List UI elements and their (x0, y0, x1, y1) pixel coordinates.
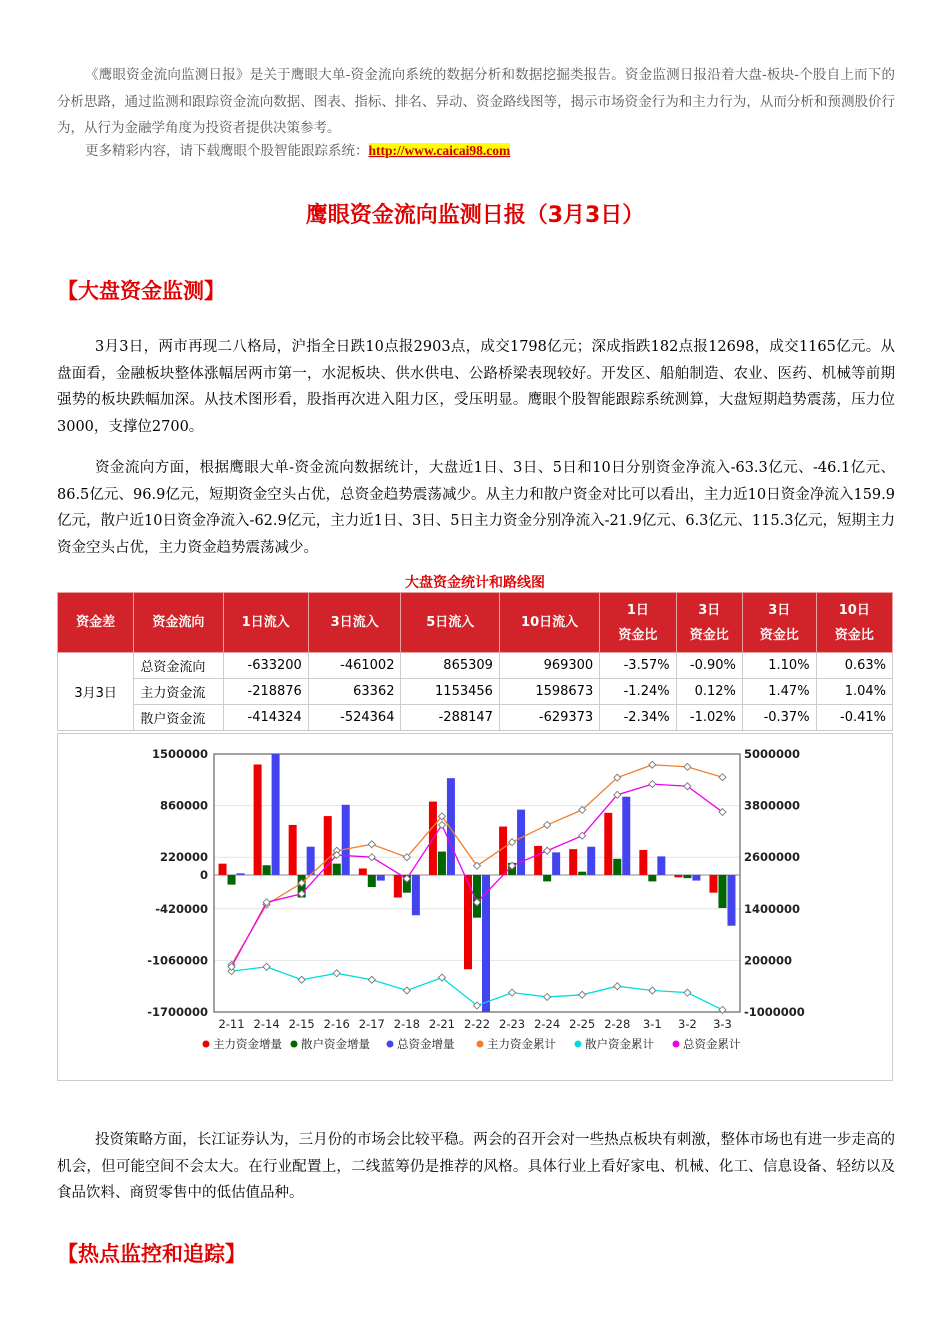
series-point (544, 993, 551, 1000)
report-title: 鹰眼资金流向监测日报（3月3日） (305, 203, 645, 228)
table-cell: 1.04% (816, 679, 892, 705)
bar-retail (578, 872, 586, 875)
bar-total (657, 856, 665, 875)
series-point (649, 761, 656, 768)
bar-total (342, 805, 350, 875)
bar-main (534, 846, 542, 875)
table-cell: -1.24% (600, 679, 676, 705)
table-header-row (58, 593, 893, 653)
legend-label: 散户资金增量 (301, 1037, 370, 1051)
bar-total (447, 778, 455, 875)
table-row (58, 653, 893, 679)
right-tick-label: 2600000 (744, 850, 801, 865)
series-point (368, 976, 375, 983)
x-tick-label: 2-25 (569, 1017, 596, 1031)
bar-retail (543, 875, 551, 881)
table-cell: -0.90% (676, 653, 742, 679)
left-tick-label: -1060000 (147, 953, 208, 968)
header-cell: 资金差 (58, 593, 134, 653)
bar-main (254, 764, 262, 874)
table-cell: 主力资金流 (134, 679, 223, 705)
table-cell: -218876 (223, 679, 308, 705)
bar-main (289, 825, 297, 875)
x-tick-label: 2-22 (463, 1017, 491, 1031)
bar-retail (438, 852, 446, 875)
x-tick-label: 2-14 (253, 1017, 280, 1031)
header-cell: 1日 资金比 (600, 593, 676, 653)
table-cell: 865309 (401, 653, 499, 679)
table-cell: -3.57% (600, 653, 676, 679)
x-tick-label: 2-24 (534, 1017, 561, 1031)
bar-main (674, 875, 682, 877)
table-cell: -1.02% (676, 705, 742, 731)
right-tick-label: 1400000 (744, 901, 801, 916)
header-cell: 10日 资金比 (816, 593, 892, 653)
header-cell: 资金流向 (134, 593, 223, 653)
series-point (368, 841, 375, 848)
bar-total (237, 873, 245, 875)
table-cell: 0.12% (676, 679, 742, 705)
left-tick-label: -420000 (155, 901, 208, 916)
bar-retail (613, 859, 621, 875)
table-cell: 969300 (499, 653, 599, 679)
series-point (614, 983, 621, 990)
intro-paragraph: 《鹰眼资金流向监测日报》是关于鹰眼大单-资金流向系统的数据分析和数据挖掘类报告。资金监测日报沿着大盘-板块-个股自上而下的分析思路，通过监测和跟踪资金流向数据、图表、指标、排名、异动、资金路线图等，揭示市场资金行为和主力行为，从而分析和预测股价行为，从行为金融学角度为投资者提供决策参考。 (57, 67, 895, 136)
legend-label: 主力资金累计 (487, 1037, 556, 1051)
series-point (579, 991, 586, 998)
header-cell: 3日 资金比 (676, 593, 742, 653)
right-tick-label: 200000 (744, 953, 793, 968)
bar-total (272, 754, 280, 875)
table-cell: 63362 (308, 679, 401, 705)
table-cell: -461002 (308, 653, 401, 679)
download-note (85, 139, 510, 159)
bar-retail (333, 864, 341, 875)
series-point (368, 854, 375, 861)
table-cell: -414324 (223, 705, 308, 731)
bar-total (552, 852, 560, 875)
left-tick-label: 1500000 (151, 747, 208, 761)
table-cell: -288147 (401, 705, 499, 731)
series-point (509, 839, 516, 846)
table-cell: 1153456 (401, 679, 499, 705)
series-point (403, 987, 410, 994)
x-tick-label: 2-18 (393, 1017, 420, 1031)
bar-retail (368, 875, 376, 887)
bar-main (604, 813, 612, 875)
table-cell: -524364 (308, 705, 401, 731)
header-cell: 3日流入 (308, 593, 401, 653)
download-link[interactable]: http://www.caicai98.com (368, 143, 511, 158)
header-cell: 5日流入 (401, 593, 499, 653)
chart-svg (58, 734, 892, 1080)
market-summary-paragraph: 3月3日，两市再现二八格局，沪指全日跌10点报2903点，成交1798亿元；深成指跌182点报12698，成交1165亿元。从盘面看，金融板块整体涨幅居两市第一，水泥板块、供水供电、公路桥梁表现较好。开发区、船舶制造、农业、医药、机械等前期强势的板块跌幅加深。从技术图形看，股指再次进入阻力区，受压明显。鹰眼个股智能跟踪系统测算，大盘短期趋势震荡，压力位3000，支撑位2700。 (57, 339, 895, 435)
bar-main (639, 850, 647, 875)
bar-retail (263, 865, 271, 875)
table-cell: 总资金流向 (134, 653, 223, 679)
series-point (649, 781, 656, 788)
left-tick-label: 860000 (159, 798, 208, 813)
series-point (509, 989, 516, 996)
series-point (544, 847, 551, 854)
bar-total (587, 847, 595, 875)
table-cell: -0.37% (742, 705, 816, 731)
fund-flow-table (57, 592, 893, 731)
bar-main (324, 816, 332, 875)
bar-total (727, 875, 735, 926)
bar-main (394, 875, 402, 898)
chart-caption: 大盘资金统计和路线图 (405, 575, 545, 591)
legend-marker (387, 1041, 394, 1048)
series-point (684, 989, 691, 996)
table-cell: -0.41% (816, 705, 892, 731)
x-tick-label: 2-21 (428, 1017, 455, 1031)
bar-main (359, 868, 367, 874)
download-text: 更多精彩内容，请下载鹰眼个股智能跟踪系统： (85, 143, 369, 159)
legend-label: 主力资金增量 (213, 1037, 282, 1051)
x-tick-label: 3-1 (642, 1017, 662, 1031)
legend-marker (477, 1041, 484, 1048)
table-cell: 散户资金流 (134, 705, 223, 731)
table-row (58, 705, 893, 731)
date-cell: 3月3日 (58, 653, 134, 731)
right-tick-label: 3800000 (744, 798, 801, 813)
x-tick-label: 2-17 (358, 1017, 385, 1031)
legend-marker (575, 1041, 582, 1048)
table-cell: 1.47% (742, 679, 816, 705)
x-tick-label: 2-23 (499, 1017, 526, 1031)
series-point (438, 821, 445, 828)
x-tick-label: 2-16 (323, 1017, 350, 1031)
legend-label: 总资金增量 (397, 1037, 455, 1051)
series-point (649, 987, 656, 994)
header-cell: 3日 资金比 (742, 593, 816, 653)
left-tick-label: 0 (199, 867, 208, 882)
bar-total (622, 797, 630, 875)
bar-total (412, 875, 420, 915)
fund-flow-paragraph: 资金流向方面，根据鹰眼大单-资金流向数据统计，大盘近1日、3日、5日和10日分别资金净流入-63.3亿元、-46.1亿元、86.5亿元、96.9亿元，短期资金空头占优，总资金趋势震荡减少。从主力和散户资金对比可以看出，主力近10日资金净流入159.9亿元，散户近10日资金净流入-62.9亿元，主力近1日、3日、5日主力资金分别净流入-21.9亿元、6.3亿元、115.3亿元，短期主力资金空头占优，主力资金趋势震荡减少。 (57, 460, 895, 556)
section-heading-market: 【大盘资金监测】 (57, 279, 225, 303)
left-tick-label: -1700000 (147, 1005, 208, 1019)
series-point (298, 976, 305, 983)
legend-marker (291, 1041, 298, 1048)
bar-retail (683, 875, 691, 878)
series-point (544, 821, 551, 828)
bar-total (307, 847, 315, 875)
bar-total (517, 810, 525, 875)
series-point (684, 763, 691, 770)
legend-marker (673, 1041, 680, 1048)
header-cell: 10日流入 (499, 593, 599, 653)
bar-total (692, 875, 700, 881)
left-tick-label: 220000 (159, 850, 208, 865)
legend-label: 总资金累计 (683, 1037, 741, 1051)
bar-main (219, 864, 227, 875)
right-tick-label: 5000000 (744, 747, 801, 761)
bar-main (569, 849, 577, 875)
fund-flow-chart (57, 733, 893, 1081)
table-cell: 0.63% (816, 653, 892, 679)
legend-marker (203, 1041, 210, 1048)
section-heading-hotspots: 【热点监控和追踪】 (57, 1242, 246, 1266)
x-tick-label: 3-3 (713, 1017, 732, 1031)
strategy-paragraph: 投资策略方面，长江证券认为，三月份的市场会比较平稳。两会的召开会对一些热点板块有刺激，整体市场也有进一步走高的机会，但可能空间不会太大。在行业配置上，二线蓝筹仍是推荐的风格。具体行业上看好家电、机械、化工、信息设备、轻纺以及食品饮料、商贸零售中的低估值品种。 (57, 1132, 895, 1201)
legend-label: 散户资金累计 (585, 1037, 654, 1051)
x-tick-label: 2-11 (218, 1017, 245, 1031)
bar-main (709, 875, 717, 893)
series-point (263, 963, 270, 970)
x-tick-label: 2-15 (288, 1017, 315, 1031)
table-cell: -633200 (223, 653, 308, 679)
bar-retail (648, 875, 656, 881)
bar-retail (228, 875, 236, 885)
x-tick-label: 3-2 (678, 1017, 697, 1031)
table-cell: -2.34% (600, 705, 676, 731)
header-cell: 1日流入 (223, 593, 308, 653)
bar-total (377, 875, 385, 881)
table-row (58, 679, 893, 705)
table-cell: -629373 (499, 705, 599, 731)
table-cell: 1.10% (742, 653, 816, 679)
series-point (333, 970, 340, 977)
table-cell: 1598673 (499, 679, 599, 705)
series-point (719, 774, 726, 781)
right-tick-label: -1000000 (744, 1005, 805, 1019)
x-tick-label: 2-28 (604, 1017, 631, 1031)
bar-retail (718, 875, 726, 908)
